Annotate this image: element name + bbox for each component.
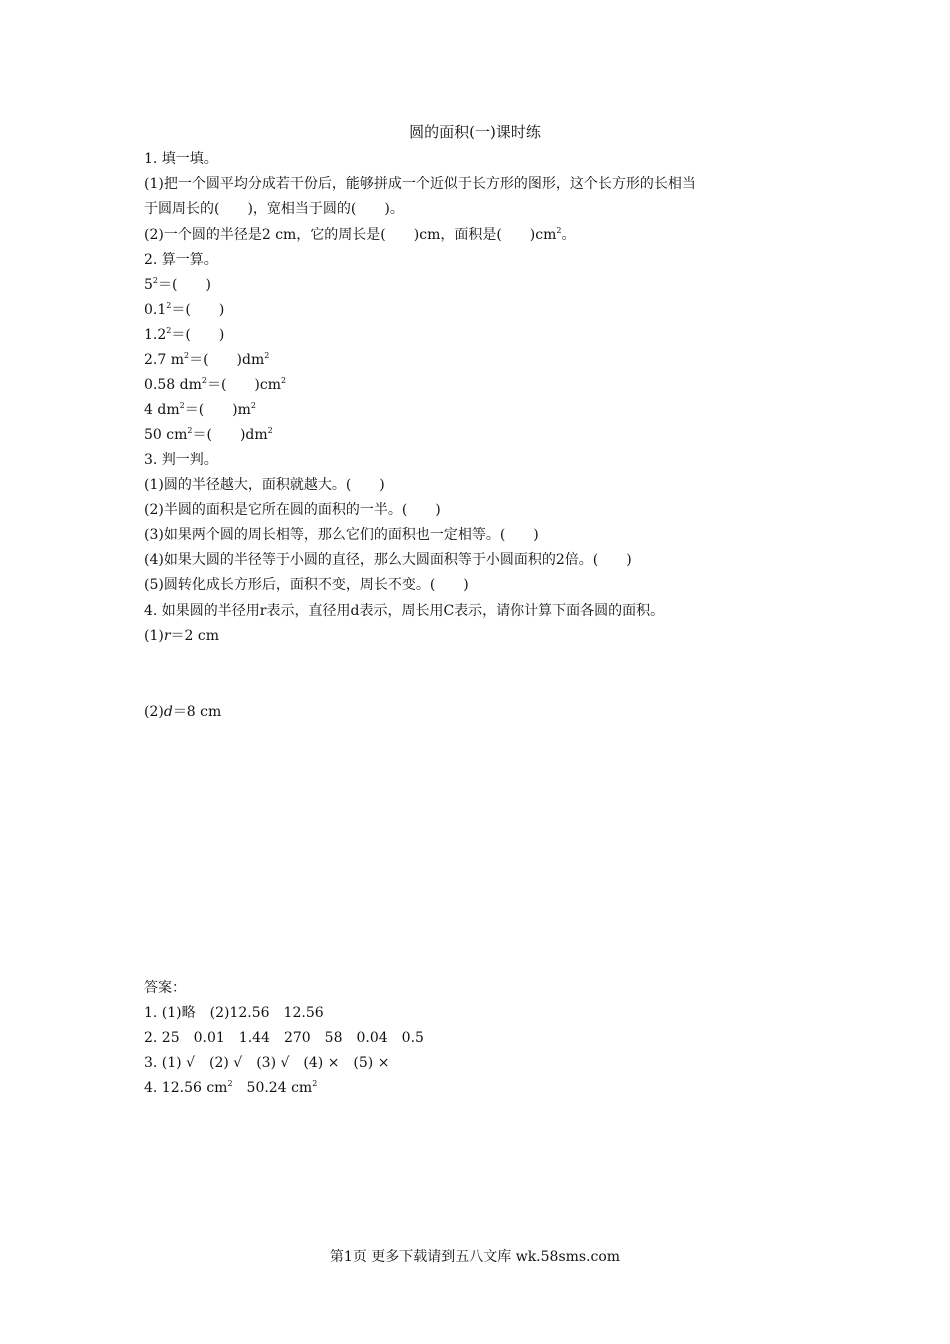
q2-item: 50 $cm^2=$( )$dm^2$ [144, 426, 273, 443]
q3-heading: 3. 判一判。 [144, 452, 218, 468]
q1-part1-line1: (1)把一个圆平均分成若干份后，能够拼成一个近似于长方形的图形，这个长方形的长相当 [144, 176, 696, 192]
q1-part2: (2)一个圆的半径是2 cm，它的周长是( )cm，面积是( )$cm^2$。 [144, 226, 576, 243]
q1-part1-line2: 于圆周长的( )，宽相当于圆的( )。 [144, 201, 404, 217]
answer-2: 2. 25 0.01 1.44 270 58 0.04 0.5 [144, 1030, 424, 1046]
answers-heading: 答案： [144, 980, 186, 996]
q3-item: (1)圆的半径越大，面积就越大。( ) [144, 477, 385, 493]
q3-item: (3)如果两个圆的周长相等，那么它们的面积也一定相等。( ) [144, 527, 539, 543]
q4-part2: (2)d＝8 cm [144, 704, 222, 720]
q2-item: 4 $dm^2=$( )$m^2$ [144, 401, 256, 418]
q3-item: (4)如果大圆的半径等于小圆的直径，那么大圆面积等于小圆面积的2倍。( ) [144, 552, 632, 568]
q2-item: 2.7 $m^2=$( )$dm^2$ [144, 351, 270, 368]
q3-item: (2)半圆的面积是它所在圆的面积的一半。( ) [144, 502, 441, 518]
q4-heading: 4. 如果圆的半径用r表示，直径用d表示，周长用C表示，请你计算下面各圆的面积。 [144, 603, 665, 619]
answer-1: 1. (1)略 (2)12.56 12.56 [144, 1005, 324, 1021]
q2-heading: 2. 算一算。 [144, 252, 218, 268]
answer-4: 4. 12.56 $cm^2$ 50.24 $cm^2$ [144, 1079, 318, 1096]
q2-item: 0.58 $dm^2=$( )$cm^2$ [144, 376, 287, 393]
q1-heading: 1. 填一填。 [144, 151, 218, 167]
q3-item: (5)圆转化成长方形后，面积不变，周长不变。( ) [144, 577, 469, 593]
q2-item: $0.1^2=$( ) [144, 301, 225, 318]
answer-3: 3. (1) √ (2) √ (3) √ (4) × (5) × [144, 1055, 390, 1071]
page-title: 圆的面积(一)课时练 [409, 123, 541, 141]
page-footer: 第1页 更多下载请到五八文库 wk.58sms.com [329, 1249, 621, 1265]
q4-part1: (1)r＝2 cm [144, 628, 220, 644]
q2-item: $1.2^2=$( ) [144, 326, 225, 343]
q2-item: $5^2=$( ) [144, 276, 211, 293]
